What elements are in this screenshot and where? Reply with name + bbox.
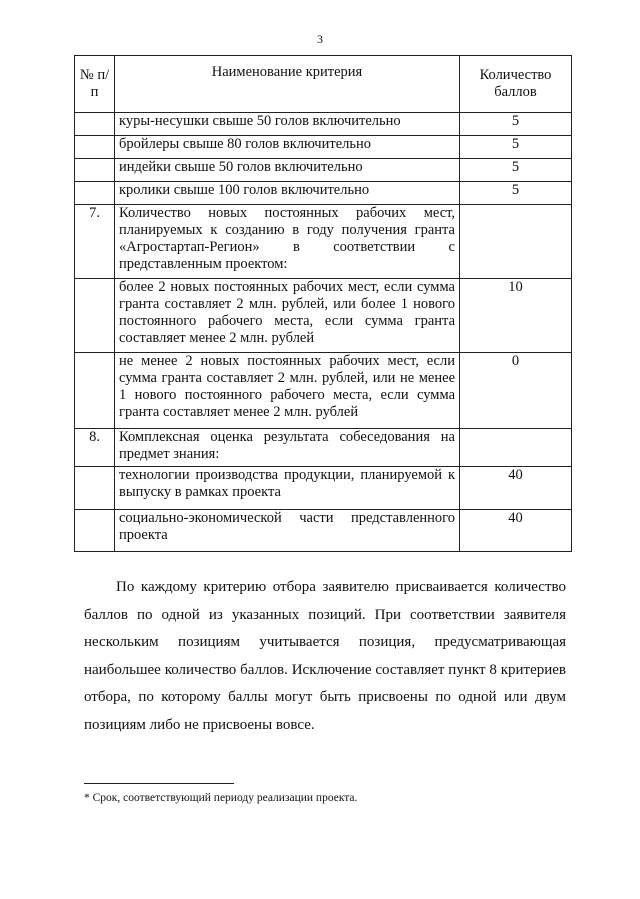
body-paragraph: По каждому критерию отбора заявителю присваивается количество баллов по одной из указанных позиций. При соответствии заявителя нескольким позициям учитывается позиция, предусматривающая наибольшее количество баллов. Исключение составляет пункт 8 критериев отбора, по которому баллы могут быть присвоены по одной или двум позициям либо не присвоены вовсе. [84,579,566,733]
row-score: 5 [460,182,572,205]
row-num [75,113,115,136]
page-number: 3 [317,32,323,46]
footnote-divider [84,783,234,784]
table-row [75,205,572,279]
row-name: социально-экономической части представленного проекта [115,510,460,552]
row-num [75,279,115,353]
row-score [460,429,572,467]
row-name: Комплексная оценка результата собеседования на предмет знания: [115,429,460,467]
row-num [75,353,115,429]
header-score: Количество баллов [460,56,572,113]
header-num: № п/п [75,56,115,113]
row-score: 10 [460,279,572,353]
row-score: 5 [460,159,572,182]
table-row [75,510,572,552]
row-name: бройлеры свыше 80 голов включительно [115,136,460,159]
row-name: технологии производства продукции, планируемой к выпуску в рамках проекта [115,467,460,510]
row-name: куры-несушки свыше 50 голов включительно [115,113,460,136]
header-name: Наименование критерия [115,56,460,113]
row-name: не менее 2 новых постоянных рабочих мест, если сумма гранта составляет 2 млн. рублей, или не менее 1 нового постоянного рабочего места, если сумма гранта составляет менее 2 млн. рублей [115,353,460,429]
row-num [75,136,115,159]
table-header-row [75,56,572,113]
row-score [460,205,572,279]
row-name: более 2 новых постоянных рабочих мест, если сумма гранта составляет 2 млн. рублей, или более 1 нового постоянного рабочего места, если сумма гранта составляет менее 2 млн. рублей [115,279,460,353]
row-score: 40 [460,510,572,552]
row-num [75,159,115,182]
table-row [75,467,572,510]
row-num [75,510,115,552]
row-score: 5 [460,136,572,159]
row-num [75,182,115,205]
table-row [75,429,572,467]
row-score: 0 [460,353,572,429]
row-num [75,467,115,510]
row-num: 7. [75,205,115,279]
table-row [75,159,572,182]
table-row [75,136,572,159]
criteria-table [74,55,572,552]
row-name: Количество новых постоянных рабочих мест, планируемых к созданию в году получения гранта «Агростартап-Регион» в соответствии с представленным проектом: [115,205,460,279]
row-score: 40 [460,467,572,510]
table-row [75,279,572,353]
footnote: * Срок, соответствующий периоду реализации проекта. [84,792,358,804]
table-row [75,353,572,429]
table-row [75,113,572,136]
table-row [75,182,572,205]
row-num: 8. [75,429,115,467]
row-name: кролики свыше 100 голов включительно [115,182,460,205]
row-score: 5 [460,113,572,136]
row-name: индейки свыше 50 голов включительно [115,159,460,182]
